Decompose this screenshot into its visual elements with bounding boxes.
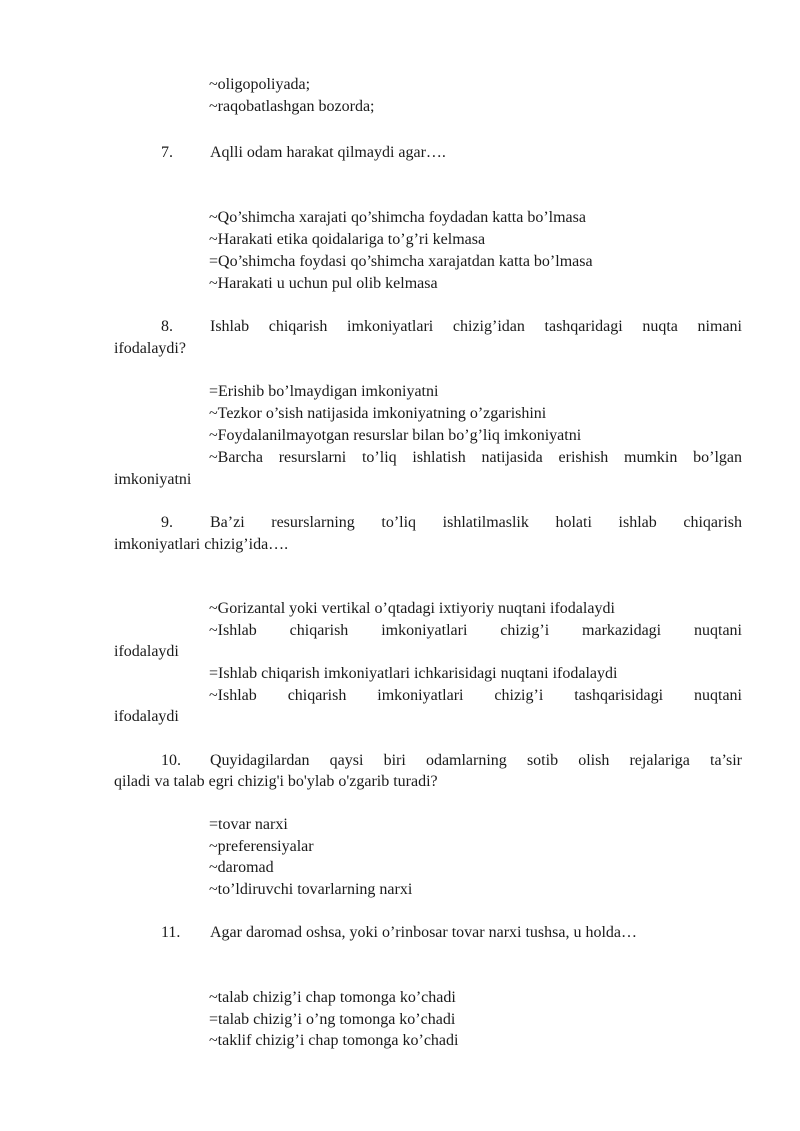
- question-number: 10.: [161, 752, 181, 769]
- answer-option: ~Barcha resurslarni to’liq ishlatish natijasida erishish mumkin bo’lgan: [209, 449, 742, 466]
- answer-option: ~Tezkor o’sish natijasida imkoniyatning o’zgarishini: [209, 405, 547, 422]
- question-text: Agar daromad oshsa, yoki o’rinbosar tovar narxi tushsa, u holda…: [210, 924, 638, 941]
- answer-option: ~Foydalanilmayotgan resurslar bilan bo’g’liq imkoniyatni: [209, 427, 582, 444]
- answer-option: ~Ishlab chiqarish imkoniyatlari chizig’i markazidagi nuqtani: [209, 622, 742, 639]
- question-number: 8.: [161, 318, 173, 335]
- answer-option: ~taklif chizig’i chap tomonga ko’chadi: [209, 1032, 459, 1049]
- question-text: 10. Quyidagilardan qaysi biri odamlarning sotib olish rejalariga ta’sir: [161, 750, 742, 772]
- answer-option-continued: ifodalaydi: [114, 643, 179, 660]
- question-text: 9. Ba’zi resurslarning to’liq ishlatilmaslik holati ishlab chiqarish: [161, 512, 742, 534]
- answer-option: =Qo’shimcha foydasi qo’shimcha xarajatdan katta bo’lmasa: [209, 253, 593, 270]
- answer-option: =Erishib bo’lmaydigan imkoniyatni: [209, 383, 439, 400]
- question-text: Aqlli odam harakat qilmaydi agar….: [210, 144, 446, 161]
- question-text-continued: ifodalaydi?: [114, 340, 186, 357]
- answer-option-continued: imkoniyatni: [114, 471, 192, 488]
- answer-option: =Ishlab chiqarish imkoniyatlari ichkarisidagi nuqtani ifodalaydi: [209, 665, 618, 682]
- question-text-continued: qiladi va talab egri chizig'i bo'ylab o'zgarib turadi?: [114, 773, 438, 790]
- answer-option: ~daromad: [209, 859, 274, 876]
- answer-option: ~Harakati etika qoidalariga to’g’ri kelmasa: [209, 231, 486, 248]
- answer-option: =tovar narxi: [209, 816, 288, 833]
- answer-option: ~talab chizig’i chap tomonga ko’chadi: [209, 989, 456, 1006]
- answer-option: ~to’ldiruvchi tovarlarning narxi: [209, 881, 413, 898]
- answer-option: ~Gorizantal yoki vertikal o’qtadagi ixtiyoriy nuqtani ifodalaydi: [209, 600, 615, 617]
- question-number: 11.: [161, 924, 181, 941]
- answer-option: ~Harakati u uchun pul olib kelmasa: [209, 275, 438, 292]
- question-number: 7.: [161, 144, 173, 161]
- answer-option: ~Qo’shimcha xarajati qo’shimcha foydadan katta bo’lmasa: [209, 209, 586, 226]
- answer-option: ~Ishlab chiqarish imkoniyatlari chizig’i tashqarisidagi nuqtani: [209, 687, 742, 704]
- answer-option-continued: ifodalaydi: [114, 708, 179, 725]
- answer-option: ~preferensiyalar: [209, 838, 314, 855]
- answer-option: ~oligopoliyada;: [209, 76, 311, 93]
- question-text: 8. Ishlab chiqarish imkoniyatlari chizig’idan tashqaridagi nuqta nimani: [161, 316, 742, 338]
- answer-option: =talab chizig’i o’ng tomonga ko’chadi: [209, 1011, 456, 1028]
- answer-option: ~raqobatlashgan bozorda;: [209, 98, 375, 115]
- question-number: 9.: [161, 514, 173, 531]
- question-text-continued: imkoniyatlari chizig’ida….: [114, 536, 289, 553]
